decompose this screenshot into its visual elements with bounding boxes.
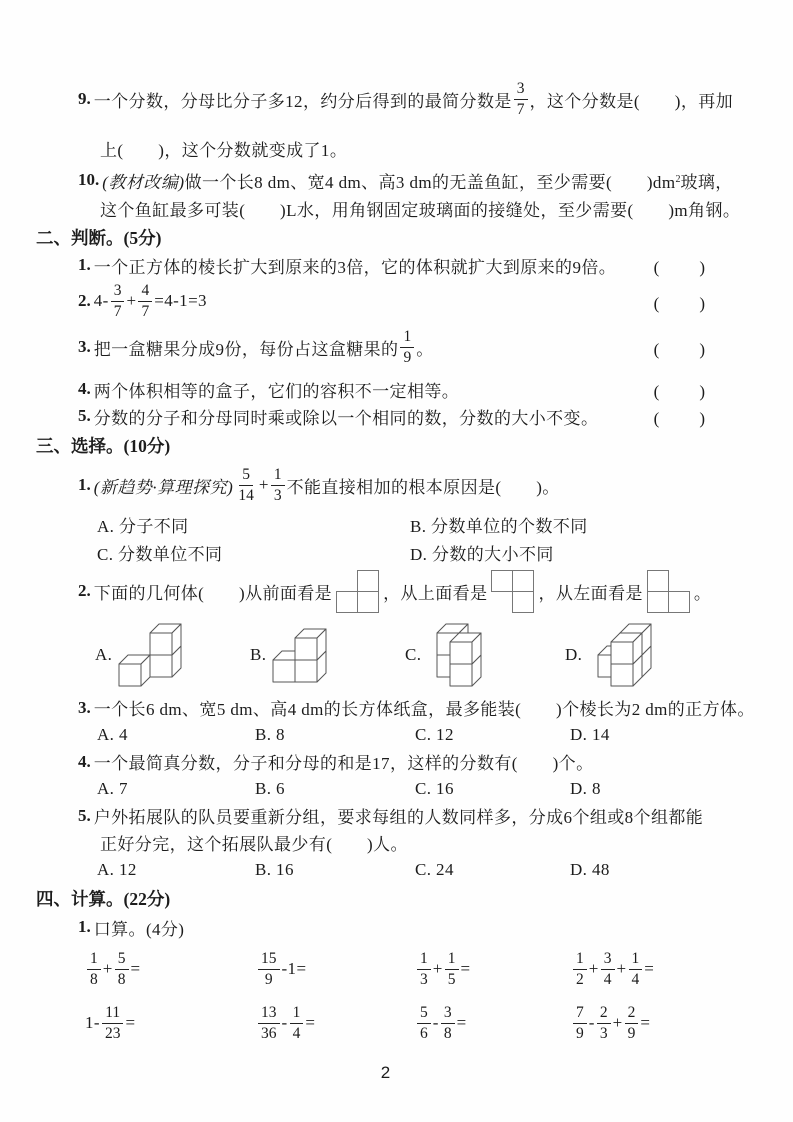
denominator: 23 [104,1024,121,1042]
oral-calc-row-1 [36,943,735,995]
numerator: 15 [258,950,280,970]
question-number: 3. [78,697,91,717]
fraction [258,950,280,988]
kaiti-note: (新趋势·算理探究) [93,477,234,497]
question-number: 2. [78,291,91,310]
kaiti-note: (教材改编) [102,172,185,192]
option-label: C. 分数单位不同 [97,544,223,564]
choice-q2-stem [36,566,735,616]
view-cell [647,570,669,592]
option-label: D. 14 [570,724,610,744]
text-run: 1- [85,1013,100,1032]
numerator: 3 [111,282,125,302]
oral-calc-expression [256,1004,415,1042]
q9-line1 [36,74,735,124]
denominator: 3 [599,1024,608,1042]
numerator: 1 [445,950,459,970]
cube-option-a [95,622,250,688]
text-run: 做一个长8 dm、宽4 dm、高3 dm的无盖鱼缸，至少需要( )dm [184,172,676,192]
q9-line2 [36,134,735,162]
denominator: 3 [273,486,282,504]
question-number: 2. [78,581,91,600]
cube-figure [426,622,492,688]
text-run: 口算。(4分) [93,919,185,939]
denominator: 8 [117,970,126,988]
choice-q5-line2 [36,829,735,856]
question-number: 9. [78,89,91,108]
question-number: 1. [78,255,91,274]
text-run: 上( )，这个分数就变成了1。 [100,140,348,160]
page-number: 2 [380,1063,391,1082]
option-letter: A. [95,645,113,664]
answer-parens: ( ) [653,257,707,277]
judge-item-3-text [36,324,654,370]
option-label: B. 分数单位的个数不同 [410,516,588,536]
text-run: = [305,1013,316,1032]
numerator: 5 [417,1004,431,1024]
fraction [573,950,587,988]
text-run: + [588,959,599,978]
text-run: 一个长6 dm、宽5 dm、高4 dm的长方体纸盒，最多能装( )个棱长为2 dm的正方体。 [93,700,755,719]
question-number: 1. [78,917,91,936]
choice-q3-stem [36,694,755,721]
text-run: + [432,959,443,978]
text-run: 户外拓展队的队员要重新分组，要求每组的人数同样多，分成6个组或8个组都能 [93,808,704,827]
numerator: 1 [271,466,285,486]
option-label: A. 12 [97,859,137,879]
choice-header: 三、选择。(10分) [36,435,171,456]
judge-item-3 [36,324,735,370]
text-run: 。 [693,583,712,603]
fraction [573,1004,587,1042]
judge-header: 二、判断。(5分) [36,227,162,248]
judge-item-5-text [36,402,654,430]
oral-calc-expression [256,950,415,988]
option-label: B. 8 [255,724,285,744]
text-run: 4- [93,291,109,310]
text-run: - [432,1013,439,1032]
option-label: D. 48 [570,859,610,879]
option-label: D. 8 [570,778,601,798]
question-number: 10. [78,170,100,189]
numerator: 5 [115,950,129,970]
view-cell [491,570,513,592]
fraction [601,950,615,988]
judge-item-2 [36,278,735,324]
denominator: 8 [90,970,98,988]
view-cell [357,570,379,592]
choice-q4-options [36,775,735,802]
option-label: B. 6 [255,778,285,798]
view-cell [668,591,690,613]
cube-option-c [405,622,565,688]
denominator: 5 [447,970,456,988]
cube-figure [271,627,328,684]
view-cell [357,591,379,613]
choice-q5-options [36,856,735,883]
denominator: 2 [576,970,584,988]
denominator: 9 [576,1024,584,1042]
option-label: A. 4 [97,724,128,744]
fraction [625,1004,639,1042]
fraction [417,1004,431,1042]
numerator: 2 [625,1004,639,1024]
choice-q2-cube-options [36,616,735,694]
q10-line1 [36,166,735,194]
option-label: A. 分子不同 [97,516,189,536]
option-label: D. 分数的大小不同 [410,544,554,564]
fraction [445,950,459,988]
answer-parens: ( ) [653,293,707,313]
text-run: = [456,1013,467,1032]
numerator: 3 [514,80,528,100]
denominator: 8 [443,1024,452,1042]
numerator: 1 [290,1004,304,1024]
text-run: + [612,1013,623,1032]
calc-header: 四、计算。(22分) [36,888,171,909]
numerator: 5 [239,466,253,486]
option-letter: C. [405,645,422,664]
text-run: 正好分完，这个拓展队最少有( )人。 [100,835,408,854]
text-run: - [281,1013,288,1032]
view-cell [512,591,534,613]
denominator: 36 [261,1024,277,1042]
denominator: 7 [516,100,525,118]
section-calc [36,883,735,1049]
numerator: 1 [87,950,101,970]
oral-calc-expression [85,950,256,988]
judge-item-1 [36,252,735,278]
question-number: 4. [78,751,91,771]
denominator: 9 [627,1024,636,1042]
option-label: A. 7 [97,778,128,798]
text-run: = [125,1013,136,1032]
fraction [87,950,101,988]
fraction [441,1004,455,1042]
oral-calc-expression [85,1004,256,1042]
fraction [138,282,152,320]
judge-item-4 [36,376,735,402]
option-label: C. 12 [415,724,454,744]
fraction [597,1004,611,1042]
question-number: 5. [78,805,91,825]
denominator: 7 [141,302,150,320]
cube-figure [587,622,653,688]
cube-option-b [250,627,405,684]
front-view-shape [336,570,379,613]
answer-parens: ( ) [653,381,707,401]
answer-parens: ( ) [653,339,707,359]
numerator: 4 [138,282,152,302]
choice-q5-line1 [36,802,735,829]
fraction [629,950,643,988]
calc-subtitle [36,913,735,941]
numerator: 1 [629,950,643,970]
text-run: = [460,959,471,978]
text-run: 玻璃， [680,172,733,192]
fraction [417,950,431,988]
fraction [271,466,285,504]
q10-line2 [36,194,741,222]
denominator: 3 [420,970,428,988]
view-cell [647,591,669,613]
section-fill-in-blanks [36,74,741,222]
oral-calc-expression [415,950,571,988]
text-run: + [126,291,137,310]
oral-calc-expression [571,950,735,988]
judge-item-1-text [36,252,654,278]
text-run: 这个鱼缸最多可装( )L水，用角钢固定玻璃面的接缝处，至少需要( )m角钢。 [100,200,741,220]
denominator: 4 [292,1024,301,1042]
judge-item-5 [36,402,735,430]
question-number: 5. [78,406,91,425]
choice-q1-options-row2 [36,538,735,566]
text-run: 分数的分子和分母同时乘或除以一个相同的数，分数的大小不变。 [93,408,599,428]
option-letter: B. [250,645,267,664]
text-run: + [102,959,113,978]
answer-parens: ( ) [653,408,707,428]
denominator: 4 [603,970,612,988]
text-run: 。 [416,339,434,359]
fraction [102,1004,124,1042]
cube-figure [117,622,183,688]
judge-item-4-text [36,376,654,402]
text-run: ，从上面看是 [383,583,488,603]
fraction [235,466,257,504]
text-run: 下面的几何体( )从前面看是 [93,583,333,603]
oral-calc-row-2 [36,997,735,1049]
text-run: = [640,1013,651,1032]
option-label: B. 16 [255,859,294,879]
text-run: ，从左面看是 [538,583,643,603]
numerator: 1 [573,950,587,970]
denominator: 4 [631,970,640,988]
fraction [115,950,129,988]
text-run: 把一盒糖果分成9份，每份占这盒糖果的 [93,339,399,359]
text-run: 一个最简真分数，分子和分母的和是17，这样的分数有( )个。 [93,754,594,773]
section-judge [36,222,735,430]
text-run: + [616,959,627,978]
oral-calc-expression [571,1004,735,1042]
text-run: 一个正方体的棱长扩大到原来的3倍，它的体积就扩大到原来的9倍。 [93,257,617,277]
option-label: C. 16 [415,778,454,798]
choice-q1-stem [36,460,735,510]
denominator: 7 [113,302,122,320]
fraction [514,80,528,118]
section-choice [36,430,755,883]
fraction [258,1004,280,1042]
numerator: 2 [597,1004,611,1024]
fraction [400,328,414,366]
oral-calc-expression [415,1004,571,1042]
numerator: 1 [417,950,431,970]
option-letter: D. [565,645,583,664]
text-run: 一个分数，分母比分子多12，约分后得到的最简分数是 [93,91,512,111]
choice-q3-options [36,721,735,748]
denominator: 6 [420,1024,428,1042]
text-run: ，这个分数是( )，再加 [529,91,734,111]
left-view-shape [647,570,690,613]
denominator: 14 [238,486,254,504]
text-run: - [588,1013,595,1032]
cube-option-d [565,622,735,688]
denominator: 9 [403,348,412,366]
top-view-shape [491,570,534,613]
text-run: =4-1=3 [154,291,207,310]
view-cell [336,591,358,613]
numerator: 7 [573,1004,587,1024]
text-run: -1= [281,959,307,978]
question-number: 4. [78,379,91,398]
question-number: 1. [78,475,91,494]
numerator: 1 [400,328,414,348]
text-run: + [258,475,269,494]
text-run: = [130,959,141,978]
fraction [290,1004,304,1042]
text-run: 两个体积相等的盒子，它们的容积不一定相等。 [93,381,460,401]
option-label: C. 24 [415,859,454,879]
superscript: 2 [675,173,681,185]
numerator: 3 [601,950,615,970]
judge-item-2-text [36,278,654,324]
choice-q1-options-row1 [36,510,735,538]
view-cell [512,570,534,592]
text-run: = [644,959,655,978]
text-run: 不能直接相加的根本原因是( )。 [286,477,560,497]
numerator: 11 [102,1004,123,1024]
choice-q4-stem [36,748,735,775]
question-number: 3. [78,337,91,356]
fraction [111,282,125,320]
numerator: 3 [441,1004,455,1024]
numerator: 13 [258,1004,280,1024]
denominator: 9 [264,970,273,988]
